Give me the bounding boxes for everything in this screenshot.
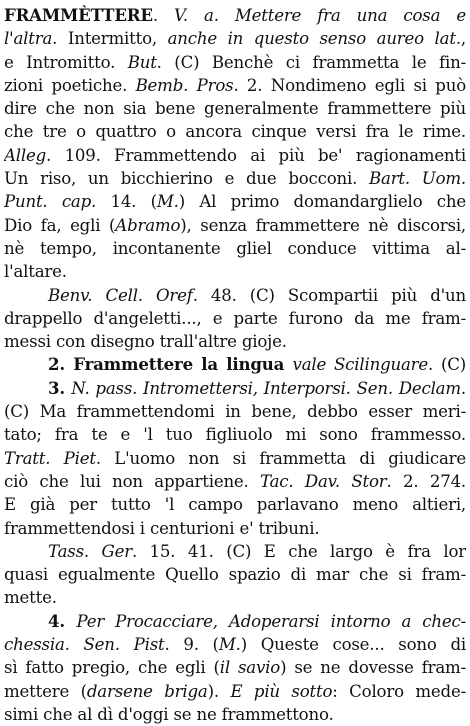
italic-text-run: Bart. Uom. xyxy=(369,169,466,189)
text-run: ). xyxy=(207,681,231,701)
text-run: E già per tutto 'l campo parlavano meno altieri, xyxy=(4,495,466,515)
text-run: ) Queste cose... sono di xyxy=(240,635,466,655)
italic-text-run: V. a. Mettere fra una cosa e xyxy=(173,6,466,25)
text-run: zioni poetiche. xyxy=(4,75,136,95)
text-run: . xyxy=(460,378,466,398)
text-run: ) Al primo domandarglielo che xyxy=(178,192,466,212)
text-run: che tre o quattro o ancora cinque versi fra le rime. xyxy=(4,122,466,142)
text-run: nè tempo, incontanente gliel conduce vittima al- xyxy=(4,238,466,258)
italic-text-run: anche in questo senso aureo lat. xyxy=(167,29,461,49)
text-line xyxy=(4,74,466,97)
italic-text-run: Tratt. Piet xyxy=(4,448,96,468)
text-line xyxy=(4,633,466,656)
text-run: . xyxy=(152,6,174,25)
italic-text-run: M. xyxy=(218,635,241,655)
text-run: ), senza frammettere nè discorsi, xyxy=(180,215,466,235)
text-line xyxy=(4,656,466,679)
text-line xyxy=(4,377,466,400)
text-line xyxy=(4,51,466,74)
text-line xyxy=(4,167,466,190)
text-line xyxy=(4,540,466,563)
text-line xyxy=(4,517,466,540)
text-line xyxy=(4,353,466,376)
text-line xyxy=(4,470,466,493)
text-line xyxy=(4,144,466,167)
text-line xyxy=(4,190,466,213)
text-line xyxy=(4,610,466,633)
italic-text-run: l'altra xyxy=(4,29,53,49)
text-run: simi che al dì d'oggi se ne frammettono. xyxy=(4,704,334,724)
text-run: Dio fa, egli ( xyxy=(4,215,116,235)
text-run: tato; fra te e 'l tuo figliuolo mi sono frammesso. xyxy=(4,425,466,445)
headword: FRAMMÈTTERE xyxy=(4,5,153,25)
text-run: mettere ( xyxy=(4,681,87,701)
dictionary-entry xyxy=(4,4,466,726)
italic-text-run: E più sotto xyxy=(230,681,333,701)
text-run: . 2. Nondimeno egli si può xyxy=(233,75,466,95)
text-line xyxy=(4,493,466,516)
italic-text-run: Tass. Ger xyxy=(48,541,132,561)
text-line xyxy=(4,423,466,446)
text-run: . (C) Benchè ci frammetta le fin- xyxy=(156,52,466,72)
text-line xyxy=(4,400,466,423)
italic-text-run: Abramo xyxy=(115,215,181,235)
italic-text-run: N. pass. Intromettersi, Interporsi. Sen. Declam xyxy=(71,378,461,398)
italic-text-run: M. xyxy=(156,192,179,212)
italic-text-run: Alleg xyxy=(4,145,47,165)
text-run: ) se ne dovesse fram- xyxy=(280,658,466,678)
text-run: ciò che lui non appartiene. xyxy=(4,471,261,491)
bold-text-run: 4. xyxy=(48,610,77,631)
text-line xyxy=(4,237,466,260)
text-run: . (C) xyxy=(428,355,466,375)
italic-text-run: chessia. Sen. Pist xyxy=(4,635,165,655)
text-run: . 109. Frammettendo ai più be' ragionamenti xyxy=(46,145,466,165)
text-run: . L'uomo non si frammetta di giudicare xyxy=(95,448,466,468)
text-run: , xyxy=(460,29,466,49)
text-line xyxy=(4,284,466,307)
text-run: l'altare. xyxy=(4,262,67,282)
text-run: . Intermitto, xyxy=(52,29,168,49)
text-run: e Intromitto. xyxy=(4,52,128,72)
text-run: frammettendosi i centurioni e' tribuni. xyxy=(4,518,320,538)
italic-text-run: vale Scilinguare xyxy=(292,355,429,375)
text-run: Un riso, un bicchierino e due bocconi. xyxy=(4,169,370,189)
text-line xyxy=(4,120,466,143)
text-line xyxy=(4,586,466,609)
italic-text-run: But xyxy=(127,52,157,72)
text-run: . 48. (C) Scompartii più d'un xyxy=(192,285,466,305)
text-run: . 2. 274. xyxy=(386,471,466,491)
text-line xyxy=(4,447,466,470)
italic-text-run: Benv. Cell. Oref xyxy=(48,285,193,305)
text-line xyxy=(4,214,466,237)
text-run: drappello d'angeletti..., e parte furono da me fram- xyxy=(4,308,466,328)
text-run: : Coloro mede- xyxy=(332,681,466,701)
text-run: . 9. ( xyxy=(164,635,219,655)
text-run: mette. xyxy=(4,588,57,608)
text-line xyxy=(4,97,466,120)
text-line xyxy=(4,330,466,353)
text-line xyxy=(4,703,466,726)
italic-text-run: Tac. Dav. Stor xyxy=(260,471,387,491)
text-run: quasi egualmente Quello spazio di mar che si fram- xyxy=(4,565,466,585)
text-run: . 15. 41. (C) E che largo è fra lor xyxy=(131,541,466,561)
text-line xyxy=(4,4,466,27)
text-run: (C) Ma frammettendomi in bene, debbo esser meri- xyxy=(4,402,466,422)
italic-text-run: Punt. cap xyxy=(4,192,92,212)
text-run: . 14. ( xyxy=(91,192,157,212)
bold-text-run: 3. xyxy=(48,377,72,398)
text-line xyxy=(4,27,466,50)
text-line xyxy=(4,307,466,330)
italic-text-run: Bemb. Pros xyxy=(135,75,234,95)
text-line xyxy=(4,563,466,586)
italic-text-run: Per Procacciare, Adoperarsi intorno a chec- xyxy=(76,611,466,631)
text-run: dire che non sia bene generalmente frammettere più xyxy=(4,99,466,119)
italic-text-run: il savio xyxy=(219,658,281,678)
text-run: messi con disegno trall'altre gioje. xyxy=(4,332,287,352)
text-line xyxy=(4,260,466,283)
bold-text-run: 2. Frammettere la lingua xyxy=(48,354,293,375)
text-run: sì fatto pregio, che egli ( xyxy=(4,658,220,678)
text-line xyxy=(4,680,466,703)
italic-text-run: darsene briga xyxy=(86,681,208,701)
